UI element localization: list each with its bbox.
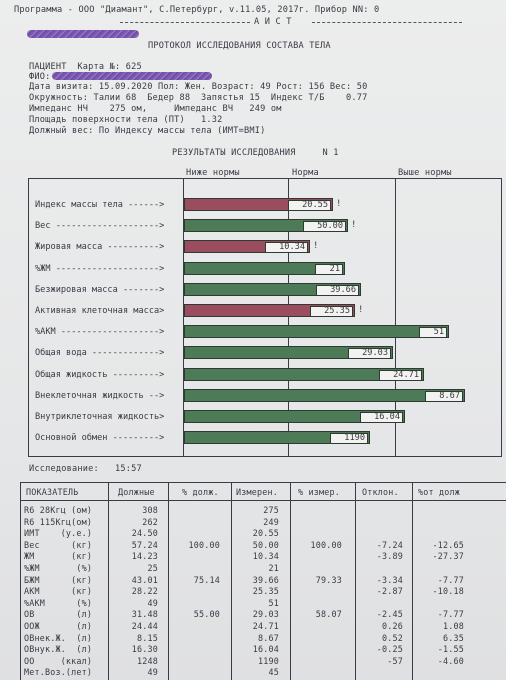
result-bar — [184, 198, 333, 211]
table-row-label: R6 115Кгц(ом) — [24, 517, 93, 527]
table-cell: -7.77 — [437, 575, 464, 585]
table-cell: 275 — [263, 505, 279, 515]
result-label: %АКМ -------------------> — [35, 327, 165, 337]
dash-line — [120, 22, 250, 23]
result-bar — [184, 410, 405, 423]
table-row-label: ОВнек.Ж. (л) — [24, 633, 93, 643]
report-title: ПРОТОКОЛ ИССЛЕДОВАНИЯ СОСТАВА ТЕЛА — [148, 41, 331, 51]
table-cell: -27.37 — [432, 551, 464, 561]
table-cell: 308 — [142, 505, 158, 515]
result-flag: ! — [351, 220, 357, 230]
result-bar — [184, 346, 393, 359]
result-label: Основной обмен ---------> — [35, 433, 165, 443]
dash-line — [312, 22, 462, 23]
table-cell: -7.24 — [376, 540, 403, 550]
table-cell: 58.07 — [315, 609, 342, 619]
table-cell: 31.48 — [131, 609, 158, 619]
table-row-label: %ЖМ (%) — [24, 563, 93, 573]
table-cell: 75.14 — [193, 575, 220, 585]
table-header: Должные — [118, 487, 155, 497]
table-left-line — [20, 482, 21, 680]
visit-line: Дата визита: 15.09.2020 Пол: Жен. Возраст: 49 Рост: 156 Вес: 50 — [29, 82, 368, 92]
table-row-label: ИМТ (у.е.) — [24, 528, 93, 538]
result-bar — [184, 283, 361, 296]
table-header: Отклон. — [362, 487, 399, 497]
result-bar — [184, 262, 345, 275]
table-cell: 24.44 — [131, 621, 158, 631]
table-cell: 1248 — [137, 656, 158, 666]
table-cell: 29.03 — [252, 609, 279, 619]
table-cell: 100.00 — [310, 540, 342, 550]
table-cell: -2.45 — [376, 609, 403, 619]
result-label: Общая вода -------------> — [35, 348, 165, 358]
result-value: 50.00 — [303, 221, 346, 232]
result-label: Индекс массы тела ------> — [35, 200, 165, 210]
result-bar — [184, 325, 449, 338]
col-norm: Норма — [292, 168, 319, 178]
table-cell: 79.33 — [315, 575, 342, 585]
table-cell: 49 — [147, 598, 158, 608]
table-cell: 49 — [147, 667, 158, 677]
table-cell: 20.55 — [252, 528, 279, 538]
col-below-norm: Ниже нормы — [186, 168, 240, 178]
table-row-label: ЖМ (кг) — [24, 551, 93, 561]
table-cell: -0.25 — [376, 644, 403, 654]
table-header: ПОКАЗАТЕЛЬ — [26, 487, 79, 497]
table-cell: 50.00 — [252, 540, 279, 550]
table-cell: -57 — [387, 656, 403, 666]
grid-top-line — [28, 178, 502, 179]
results-title: РЕЗУЛЬТАТЫ ИССЛЕДОВАНИЯ N 1 — [172, 148, 339, 158]
table-cell: 24.50 — [131, 528, 158, 538]
girth-line: Окружность: Талии 68 Бедер 88 Запястья 15 Индекс Т/Б 0.77 — [29, 93, 368, 103]
aist-label: А И С Т — [254, 17, 292, 27]
result-flag: ! — [336, 199, 342, 209]
table-cell: -10.18 — [432, 586, 464, 596]
result-value: 51 — [419, 327, 447, 338]
result-label: Внутриклеточная жидкость> — [35, 412, 165, 422]
table-row-label: ОО (ккал) — [24, 656, 93, 666]
table-cell: 25.35 — [252, 586, 279, 596]
result-bar — [184, 431, 370, 444]
table-cell: 43.01 — [131, 575, 158, 585]
table-cell: 45 — [268, 667, 279, 677]
table-cell: 100.00 — [188, 540, 220, 550]
table-cell: -2.87 — [376, 586, 403, 596]
table-top-line — [20, 482, 506, 483]
result-value: 16.04 — [360, 412, 403, 423]
table-cell: -12.65 — [432, 540, 464, 550]
table-row-label: Мет.Воз.(лет) — [24, 667, 93, 677]
table-header: %от долж — [418, 487, 460, 497]
result-value: 20.55 — [288, 200, 331, 211]
table-cell: 1190 — [258, 656, 279, 666]
table-cell: 51 — [268, 598, 279, 608]
result-bar — [184, 304, 355, 317]
grid-left-line — [28, 178, 29, 456]
result-bar — [184, 240, 310, 253]
grid-bottom-line — [28, 456, 502, 457]
table-cell: 8.15 — [137, 633, 158, 643]
result-value: 24.71 — [379, 370, 422, 381]
table-cell: 262 — [142, 517, 158, 527]
table-cell: 16.04 — [252, 644, 279, 654]
result-label: %ЖМ --------------------> — [35, 264, 165, 274]
table-cell: -3.89 — [376, 551, 403, 561]
redaction-scribble — [52, 72, 212, 80]
result-bar — [184, 219, 348, 232]
table-cell: 249 — [263, 517, 279, 527]
result-value: 29.03 — [348, 348, 391, 359]
table-cell: 28.22 — [131, 586, 158, 596]
table-cell: 6.35 — [443, 633, 464, 643]
study-time: Исследование: 15:57 — [29, 464, 142, 474]
redaction-scribble — [27, 30, 139, 38]
result-bar — [184, 389, 465, 402]
table-cell: 21 — [268, 563, 279, 573]
table-cell: 25 — [147, 563, 158, 573]
table-cell: 14.23 — [131, 551, 158, 561]
table-row-label: ОВнук.Ж. (л) — [24, 644, 93, 654]
table-cell: -7.77 — [437, 609, 464, 619]
result-value: 21 — [315, 264, 343, 275]
result-label: Жировая масса ----------> — [35, 242, 165, 252]
table-cell: 1.08 — [443, 621, 464, 631]
table-row-label: %АКМ (%) — [24, 598, 93, 608]
grid-right-line — [501, 178, 502, 456]
col-above-norm: Выше нормы — [398, 168, 452, 178]
result-label: Внеклеточная жидкость --> — [35, 391, 165, 401]
table-row-label: ОВ (л) — [24, 609, 93, 619]
result-value: 1190 — [330, 433, 368, 444]
result-label: Вес --------------------> — [35, 221, 165, 231]
surface-line: Площадь поверхности тела (ПТ) 1.32 — [29, 115, 223, 125]
patient-fio-label: ФИО: — [29, 72, 51, 82]
table-cell: 16.30 — [131, 644, 158, 654]
result-label: Общая жидкость ---------> — [35, 370, 165, 380]
table-cell: 39.66 — [252, 575, 279, 585]
result-value: 10.34 — [265, 242, 308, 253]
table-cell: 0.52 — [382, 633, 403, 643]
result-flag: ! — [358, 305, 364, 315]
table-cell: 8.67 — [258, 633, 279, 643]
table-cell: -1.55 — [437, 644, 464, 654]
table-cell: -4.60 — [437, 656, 464, 666]
table-cell: 24.71 — [252, 621, 279, 631]
table-cell: 0.26 — [382, 621, 403, 631]
result-bar — [184, 368, 424, 381]
table-header: Измерен. — [236, 487, 278, 497]
program-line: Программа - ООО "Диамант", С.Петербург, v.11.05, 2017г. Прибор NN: 0 — [14, 5, 380, 15]
result-value: 25.35 — [310, 306, 353, 317]
table-cell: 10.34 — [252, 551, 279, 561]
table-row-label: АКМ (кг) — [24, 586, 93, 596]
patient-card: ПАЦИЕНТ Карта №: 625 — [29, 62, 142, 72]
result-flag: ! — [313, 241, 319, 251]
result-value: 8.67 — [425, 391, 463, 402]
table-cell: 55.00 — [193, 609, 220, 619]
result-label: Безжировая масса -------> — [35, 285, 165, 295]
table-header: % долж. — [182, 487, 219, 497]
table-row-label: ООЖ (л) — [24, 621, 93, 631]
table-row-label: Вес (кг) — [24, 540, 93, 550]
table-cell: -3.34 — [376, 575, 403, 585]
table-cell: 57.24 — [131, 540, 158, 550]
result-label: Активная клеточная масса> — [35, 306, 165, 316]
result-value: 39.66 — [316, 285, 359, 296]
table-header: % измер. — [298, 487, 340, 497]
table-row-label: R6 28Кгц (ом) — [24, 505, 93, 515]
impedance-line: Импеданс НЧ 275 ом, Импеданс ВЧ 249 ом — [29, 104, 282, 114]
table-header-line — [20, 500, 506, 501]
table-row-label: БЖМ (кг) — [24, 575, 93, 585]
target-weight-line: Должный вес: По Индексу массы тела (ИМТ=BMI) — [29, 126, 266, 136]
